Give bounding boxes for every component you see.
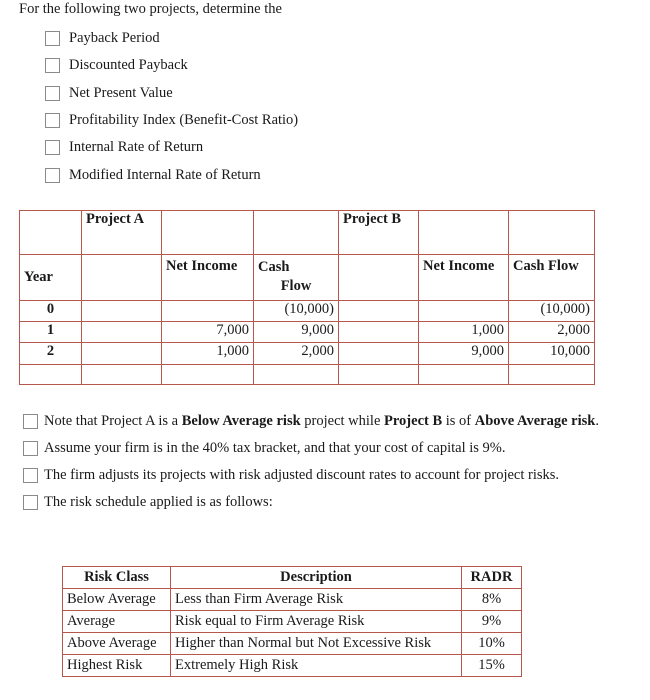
b-net-income-cell: 1,000 [419, 322, 509, 343]
radr-header: RADR [462, 567, 522, 589]
checklist-item [45, 161, 298, 188]
b-cash-flow-cell: (10,000) [509, 301, 595, 322]
note-item: Note that Project A is a Below Average risk project while Project B is of Above Average risk. [23, 410, 623, 432]
a-net-income-cell: 1,000 [162, 343, 254, 365]
checkbox-icon[interactable] [45, 86, 60, 101]
table-row [63, 655, 522, 677]
year-cell: 0 [20, 301, 82, 322]
risk-class-cell: Highest Risk [63, 655, 171, 677]
description-cell: Extremely High Risk [171, 655, 462, 677]
table-row [20, 343, 595, 365]
radr-cell: 9% [462, 611, 522, 633]
net-income-header-a: Net Income [162, 255, 254, 301]
net-income-header-b: Net Income [419, 255, 509, 301]
checkbox-icon[interactable] [23, 414, 38, 429]
table-row [20, 211, 595, 255]
cash-flow-header-b: Cash Flow [509, 255, 595, 301]
note-item: The risk schedule applied is as follows: [23, 491, 623, 513]
table-row [63, 611, 522, 633]
projects-table [19, 210, 595, 385]
checklist-label: Profitability Index (Benefit-Cost Ratio) [69, 112, 299, 129]
checkbox-icon[interactable] [23, 495, 38, 510]
a-cash-flow-cell: (10,000) [254, 301, 339, 322]
checklist-item [45, 134, 298, 161]
year-header: Year [20, 255, 82, 301]
description-cell: Less than Firm Average Risk [171, 589, 462, 611]
year-cell: 1 [20, 322, 82, 343]
radr-cell: 10% [462, 633, 522, 655]
table-row [20, 301, 595, 322]
checklist-item [45, 52, 298, 79]
checklist-label: Modified Internal Rate of Return [69, 166, 261, 183]
checkbox-icon[interactable] [45, 168, 60, 183]
checkbox-icon[interactable] [45, 113, 60, 128]
year-cell: 2 [20, 343, 82, 365]
note-item: The firm adjusts its projects with risk adjusted discount rates to account for project risks. [23, 464, 623, 486]
table-header-row [63, 567, 522, 589]
table-row [63, 589, 522, 611]
checklist-label: Payback Period [69, 30, 160, 47]
checkbox-icon[interactable] [45, 58, 60, 73]
description-cell: Higher than Normal but Not Excessive Risk [171, 633, 462, 655]
table-row [20, 365, 595, 385]
risk-schedule-table [62, 566, 522, 677]
a-net-income-cell [162, 301, 254, 322]
description-header: Description [171, 567, 462, 589]
checkbox-icon[interactable] [23, 468, 38, 483]
description-cell: Risk equal to Firm Average Risk [171, 611, 462, 633]
note-item: Assume your firm is in the 40% tax bracket, and that your cost of capital is 9%. [23, 437, 623, 459]
intro-text: For the following two projects, determine the [19, 1, 282, 17]
project-a-header: Project A [82, 211, 162, 255]
checklist-label: Discounted Payback [69, 57, 188, 74]
a-net-income-cell: 7,000 [162, 322, 254, 343]
table-row [20, 255, 595, 301]
risk-class-cell: Average [63, 611, 171, 633]
checklist-item [45, 25, 298, 52]
project-b-header: Project B [339, 211, 419, 255]
task-checklist [45, 25, 298, 189]
checkbox-icon[interactable] [23, 441, 38, 456]
risk-class-cell: Below Average [63, 589, 171, 611]
checklist-label: Net Present Value [69, 84, 173, 101]
cash-flow-header-a: Cash Flow [254, 255, 339, 301]
risk-class-cell: Above Average [63, 633, 171, 655]
checkbox-icon[interactable] [45, 140, 60, 155]
checkbox-icon[interactable] [45, 31, 60, 46]
radr-cell: 15% [462, 655, 522, 677]
b-net-income-cell [419, 301, 509, 322]
radr-cell: 8% [462, 589, 522, 611]
risk-class-header: Risk Class [63, 567, 171, 589]
table-row [63, 633, 522, 655]
b-cash-flow-cell: 2,000 [509, 322, 595, 343]
checklist-item [45, 107, 298, 134]
checklist-item [45, 80, 298, 107]
checklist-label: Internal Rate of Return [69, 139, 204, 156]
a-cash-flow-cell: 9,000 [254, 322, 339, 343]
notes-section [23, 410, 623, 518]
b-cash-flow-cell: 10,000 [509, 343, 595, 365]
table-row [20, 322, 595, 343]
b-net-income-cell: 9,000 [419, 343, 509, 365]
a-cash-flow-cell: 2,000 [254, 343, 339, 365]
